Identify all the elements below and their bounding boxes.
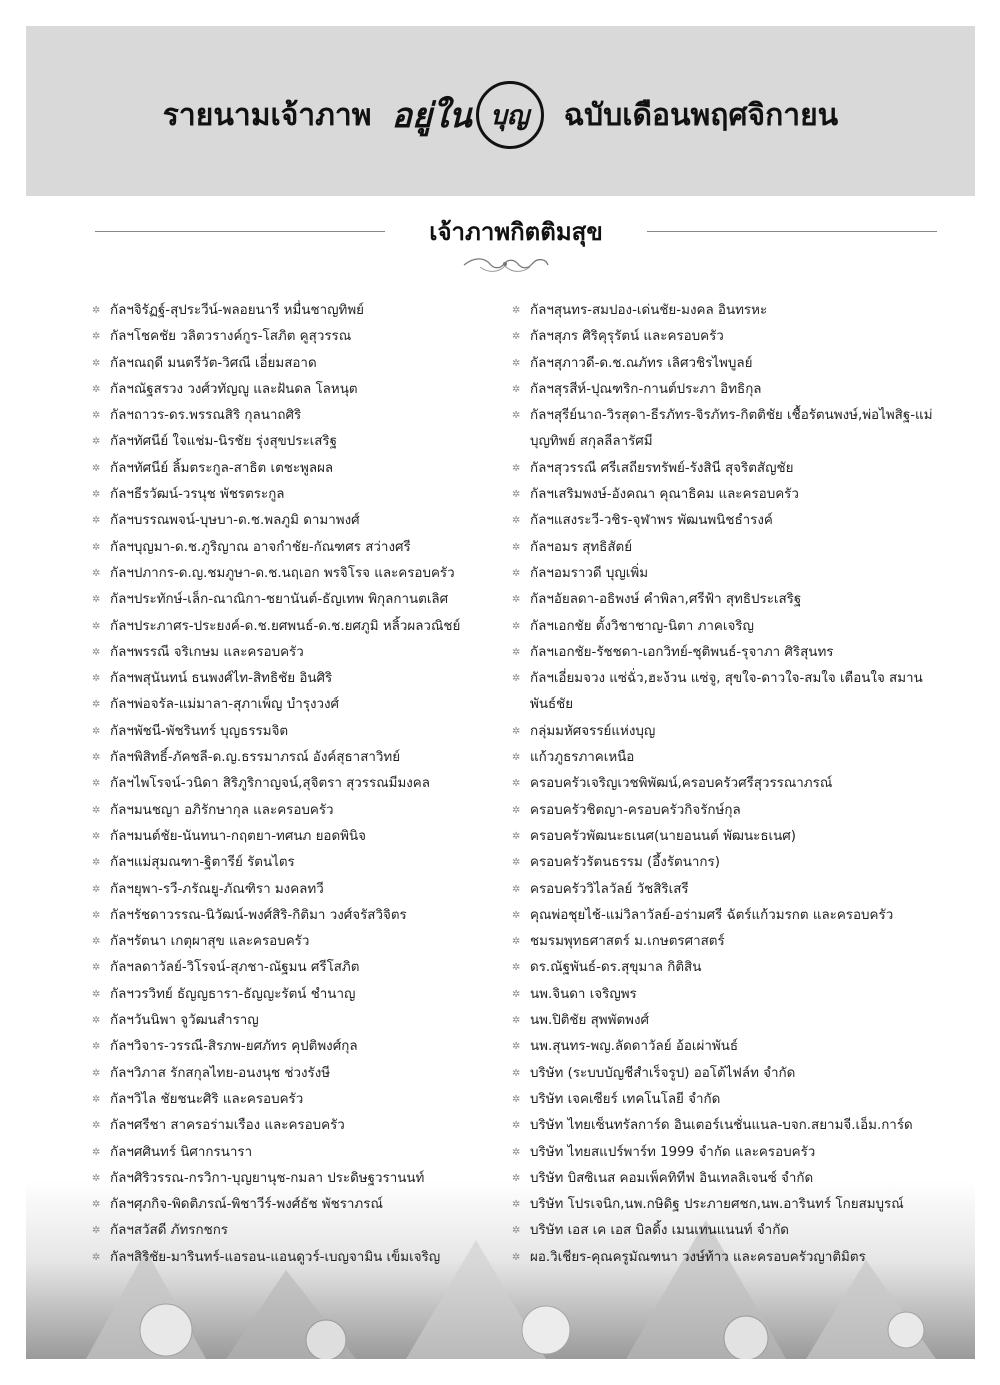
bullet-icon: ✲ [92, 909, 101, 921]
donor-entry [92, 666, 532, 692]
donor-entry [92, 1166, 532, 1192]
bullet-icon: ✲ [92, 436, 101, 448]
bullet-icon: ✲ [92, 804, 101, 816]
donor-entry [512, 745, 942, 771]
flourish-ornament-icon [460, 253, 550, 275]
bullet-icon: ✲ [512, 804, 521, 816]
donor-name: กัลฯแม่สุมณฑา-ฐิตารีย์ รัตนไตร [110, 855, 295, 871]
bullet-icon: ✲ [92, 305, 101, 316]
bullet-icon: ✲ [512, 515, 521, 527]
donor-entry [92, 877, 532, 903]
bullet-icon: ✲ [512, 489, 521, 501]
donor-entry [512, 351, 942, 377]
divider-right [647, 231, 937, 232]
donor-name: นพ.สุนทร-พญ.ลัดดาวัลย์ อ้อเผ่าพันธ์ [530, 1039, 739, 1055]
donor-name: ผอ.วิเชียร-คุณครูมัณฑนา วงษ์ท้าว และครอบครัวญาติมิตร [530, 1249, 866, 1265]
donor-name: กัลฯพัชนี-พัชรินทร์ บุญธรรมจิต [110, 723, 289, 739]
donor-entry [512, 1061, 942, 1087]
bullet-icon: ✲ [92, 1067, 101, 1079]
bullet-icon: ✲ [92, 462, 101, 474]
donor-name: กัลฯรัชดาวรรณ-นิวัฒน์-พงศ์สิริ-กิติมา วงศ์จรัสวิจิตร [110, 907, 407, 923]
bullet-icon: ✲ [92, 541, 101, 553]
donor-entry [92, 1192, 532, 1218]
donor-entry [512, 561, 942, 587]
donor-entry [92, 850, 532, 876]
bullet-icon: ✲ [512, 1199, 521, 1211]
bullet-icon: ✲ [92, 383, 101, 395]
bullet-icon: ✲ [512, 331, 521, 343]
donor-entry [92, 456, 532, 482]
donor-name: กัลฯวิจาร-วรรณี-สิรภพ-ยศภัทร คุปติพงศ์กุล [110, 1039, 358, 1055]
donor-name: กัลฯสุนทร-สมปอง-เด่นชัย-มงคล อินทรหะ [530, 303, 768, 318]
logo-circle [476, 81, 544, 149]
donor-name: กัลฯรัตนา เกตุผาสุข และครอบครัว [110, 934, 310, 950]
bullet-icon: ✲ [92, 489, 101, 501]
donor-name: กัลฯสุรสีห์-ปุณฑริก-กานต์ประภา อิทธิกุล [530, 381, 762, 397]
bullet-icon: ✲ [512, 936, 521, 948]
donor-name: ครอบครัวพัฒนะธเนศ(นายอนนต์ พัฒนะธเนศ) [530, 828, 796, 844]
bullet-icon: ✲ [92, 567, 101, 579]
donor-name: นพ.ปิติชัย สุพพัตพงศ์ [530, 1013, 650, 1029]
donor-name: กัลฯเสริมพงษ์-อังคณา คุณาธิคม และครอบครัว [530, 487, 799, 503]
header-band [26, 26, 975, 196]
donor-entry [512, 1245, 942, 1271]
donor-name: กัลฯพรรณี จริเกษม และครอบครัว [110, 644, 304, 660]
donor-name: กัลฯพ่อจรัล-แม่มาลา-สุภาเพ็ญ บำรุงวงศ์ [110, 697, 340, 713]
donor-entry [92, 298, 532, 324]
donor-name: กัลฯแสงระวี-วชิร-จุฬาพร พัฒนพนิชธำรงค์ [530, 513, 773, 529]
donor-entry [92, 403, 532, 429]
header-title-row [26, 80, 975, 150]
bullet-icon: ✲ [512, 1172, 521, 1184]
divider-left [95, 231, 385, 232]
donor-entry [92, 745, 532, 771]
donor-entry [512, 771, 942, 797]
donor-name: กัลฯณัฐสรวง วงศ์วทัญญู และฝันดล โลหนุต [110, 381, 358, 397]
bullet-icon: ✲ [512, 462, 521, 474]
bullet-icon: ✲ [92, 883, 101, 895]
bullet-icon: ✲ [512, 857, 521, 869]
donor-entry [92, 771, 532, 797]
section-title: เจ้าภาพกิตติมสุข [429, 217, 603, 246]
donor-entry [92, 929, 532, 955]
bullet-icon: ✲ [512, 1146, 521, 1158]
donor-name: บริษัท เจคเซียร์ เทคโนโลยี จำกัด [530, 1091, 721, 1107]
bullet-icon: ✲ [512, 673, 521, 685]
bullet-icon: ✲ [512, 594, 521, 606]
bullet-icon: ✲ [92, 830, 101, 842]
donor-entry [512, 929, 942, 955]
bullet-icon: ✲ [512, 1120, 521, 1132]
donor-entry [92, 692, 532, 718]
header-left-text: รายนามเจ้าภาพ [162, 97, 372, 133]
donor-name: บริษัท ไทยเซ็นทรัลการ์ด อินเตอร์เนชั่นแนล-บจก.สยามจี.เอ็ม.การ์ด [530, 1118, 913, 1134]
donor-name: นพ.จินดา เจริญพร [530, 986, 637, 1002]
donor-name: บริษัท (ระบบบัญชีสำเร็จรูป) ออโต้ไฟล์ท จำกัด [530, 1065, 796, 1081]
donor-name: กัลฯสุวรรณี ศรีเสถียรทรัพย์-รังสินี สุจริตสัญชัย [530, 460, 794, 476]
donor-entry [92, 1245, 532, 1271]
bullet-icon: ✲ [512, 1041, 521, 1053]
donor-name: กัลฯสุรีย์นาถ-วิรสุดา-ธีรภัทร-จิรภัทร-กิตติชัย เชื้อรัตนพงษ์,พ่อไพสิฐ-แม่บุญทิพย์ สกุลลีลารัศมี [530, 408, 933, 450]
bullet-icon: ✲ [512, 1067, 521, 1079]
donor-name: กัลฯทัศนีย์ ลิ้มตระกูล-สาธิต เตชะพูลผล [110, 460, 334, 476]
donor-entry [512, 482, 942, 508]
donor-entry [92, 640, 532, 666]
donor-entry [512, 824, 942, 850]
bullet-icon: ✲ [92, 752, 101, 764]
donor-entry [512, 1218, 942, 1244]
donor-entry [512, 587, 942, 613]
donor-name: กัลฯศุภกิจ-พิดติภรณ์-พิชาวีร์-พงศ์ธัช พัชราภรณ์ [110, 1197, 383, 1213]
donor-entry [512, 903, 942, 929]
bullet-icon: ✲ [512, 410, 521, 422]
donor-entry [512, 1034, 942, 1060]
donor-entry [512, 403, 942, 456]
bullet-icon: ✲ [92, 1251, 101, 1263]
bullet-icon: ✲ [92, 646, 101, 658]
donor-entry [512, 877, 942, 903]
bullet-icon: ✲ [92, 962, 101, 974]
donor-entry [512, 377, 942, 403]
donor-name: แก้วภูธรภาคเหนือ [530, 750, 635, 766]
bullet-icon: ✲ [512, 567, 521, 579]
bullet-icon: ✲ [92, 725, 101, 737]
logo-circle-text: บุญ [490, 100, 530, 131]
donor-name: ชมรมพุทธศาสตร์ ม.เกษตรศาสตร์ [530, 934, 725, 950]
bullet-icon: ✲ [92, 331, 101, 343]
bullet-icon: ✲ [512, 646, 521, 658]
bullet-icon: ✲ [92, 410, 101, 422]
donor-name: บริษัท ไทยสแปร์พาร์ท 1999 จำกัด และครอบครัว [530, 1144, 816, 1160]
donor-name: กัลฯศิริวรรณ-กรวิกา-บุญยานุช-กมลา ประดิษฐวรานนท์ [110, 1170, 425, 1186]
donor-name: กัลฯอัยลดา-อธิพงษ์ คำพิลา,ศรีฟ้า สุทธิประเสริฐ [530, 592, 802, 608]
donor-entry [92, 377, 532, 403]
bullet-icon: ✲ [92, 936, 101, 948]
donor-entry [92, 719, 532, 745]
bullet-icon: ✲ [512, 305, 521, 316]
donor-entry [92, 1008, 532, 1034]
donor-entry [512, 1087, 942, 1113]
left-column [92, 298, 532, 1271]
bullet-icon: ✲ [92, 988, 101, 1000]
bullet-icon: ✲ [92, 673, 101, 685]
donor-name: กัลฯมนชญา อภิรักษากุล และครอบครัว [110, 802, 334, 818]
donor-entry [92, 429, 532, 455]
bullet-icon: ✲ [92, 778, 101, 790]
donor-name: กัลฯยุพา-รวี-ภรัณยู-ภัณฑิรา มงคลทวี [110, 881, 324, 897]
bullet-icon: ✲ [512, 357, 521, 369]
bullet-icon: ✲ [512, 962, 521, 974]
donor-entry [512, 982, 942, 1008]
donor-name: กัลฯบุญมา-ด.ช.ภูริญาณ อาจกำชัย-กัณฑศร สว่างศรี [110, 539, 411, 555]
donor-name: กัลฯปภากร-ด.ญ.ชมภูษา-ด.ช.นฤเอก พรจิโรจ และครอบครัว [110, 565, 455, 581]
magazine-logo [392, 81, 544, 149]
donor-name: บริษัท บิสซิเนส คอมเพ็คทิทีฟ อินเทลลิเจนซ์ จำกัด [530, 1170, 814, 1186]
donor-entry [92, 482, 532, 508]
donor-entry [92, 1140, 532, 1166]
donor-name: กัลฯไพโรจน์-วนิดา สิริภูริกาญจน์,สุจิตรา สุวรรณมีมงคล [110, 776, 430, 792]
donor-name: กัลฯโชคชัย วลิตวรางค์กูร-โสภิต คูสุวรรณ [110, 329, 352, 345]
donor-name: กัลฯถาวร-ดร.พรรณสิริ กุลนาถศิริ [110, 408, 302, 424]
donor-entry [512, 850, 942, 876]
donor-name: ครอบครัววิไลวัลย์ วัชสิริเสรี [530, 881, 689, 897]
bullet-icon: ✲ [92, 515, 101, 527]
bullet-icon: ✲ [512, 778, 521, 790]
donor-name: กัลฯณฤดี มนตรีวัต-วิศณี เอี่ยมสอาด [110, 355, 317, 371]
donor-name: กัลฯประทักษ์-เล็ก-ณาณิกา-ชยานันต์-ธัญเทพ พิกุลกานตเลิศ [110, 592, 449, 608]
donor-entry [512, 1008, 942, 1034]
bullet-icon: ✲ [512, 883, 521, 895]
donor-name: กัลฯพิสิทธิ์-ภัคชลี-ด.ญ.ธรรมาภรณ์ อังค์สุธาสาวิทย์ [110, 750, 401, 766]
bullet-icon: ✲ [512, 752, 521, 764]
bullet-icon: ✲ [512, 725, 521, 737]
donor-entry [512, 456, 942, 482]
right-column [512, 298, 942, 1271]
donor-name: กัลฯพสุนันทน์ ธนพงศ์ไท-สิทธิชัย อินศิริ [110, 671, 333, 687]
bullet-icon: ✲ [512, 1093, 521, 1105]
donor-name: กัลฯเอี่ยมจวง แซ่ฉั่ว,ฮะง้วน แซ่จู, สุขใจ-ดาวใจ-สมใจ เตือนใจ สมานพันธ์ชัย [530, 671, 923, 713]
bullet-icon: ✲ [512, 830, 521, 842]
bullet-icon: ✲ [92, 620, 101, 632]
bullet-icon: ✲ [512, 988, 521, 1000]
donor-name: กัลฯมนต์ชัย-นันทนา-กฤตยา-ทศนภ ยอดพินิจ [110, 828, 366, 844]
donor-name: กัลฯวันนิพา จูวัฒนสำราญ [110, 1013, 259, 1029]
donor-name: กัลฯลดาวัลย์-วิโรจน์-สุภชา-ณัฐมน ศรีโสภิต [110, 960, 360, 976]
donor-entry [92, 351, 532, 377]
donor-name: ครอบครัวรัตนธรรม (อึ้งรัตนากร) [530, 855, 720, 871]
donor-name: กัลฯธีรวัฒน์-วรนุช พัชรตระกูล [110, 487, 285, 503]
donor-name: คุณพ่อชุยไช้-แม่วิลาวัลย์-อร่ามศรี ฉัตร์แก้วมรกต และครอบครัว [530, 907, 894, 923]
header-right-text: ฉบับเดือนพฤศจิกายน [563, 97, 839, 133]
donor-name: กัลฯสุภร ศิริคุรุรัตน์ และครอบครัว [530, 329, 724, 345]
logo-word: อยู่ใน [391, 96, 472, 136]
donor-entry [512, 1192, 942, 1218]
bullet-icon: ✲ [512, 383, 521, 395]
donor-name: ครอบครัวชิตญา-ครอบครัวกิจรักษ์กุล [530, 802, 741, 818]
section-heading [95, 210, 937, 252]
donor-name: กัลฯวิภาส รักสกุลไทย-อนงนุช ช่วงรังษี [110, 1065, 331, 1081]
donor-entry [92, 982, 532, 1008]
donor-entry [512, 719, 942, 745]
donor-name: กัลฯทัศนีย์ ใจแช่ม-นิรชัย รุ่งสุขประเสริฐ [110, 434, 337, 450]
donor-entry [512, 614, 942, 640]
bullet-icon: ✲ [92, 699, 101, 711]
donor-name: กลุ่มมหัศจรรย์แห่งบุญ [530, 723, 656, 739]
donor-entry [512, 640, 942, 666]
donor-name: กัลฯเอกชัย ตั้งวิชาชาญ-นิตา ภาคเจริญ [530, 618, 754, 634]
donor-entry [92, 903, 532, 929]
bullet-icon: ✲ [92, 857, 101, 869]
bullet-icon: ✲ [512, 909, 521, 921]
bullet-icon: ✲ [512, 1251, 521, 1263]
donor-entry [512, 798, 942, 824]
bullet-icon: ✲ [92, 1041, 101, 1053]
donor-name: กัลฯจิรัฏฐ์-สุประวีน์-พลอยนารี หมื่นชาญทิพย์ [110, 303, 365, 318]
donor-entry [92, 614, 532, 640]
donor-entry [512, 324, 942, 350]
donor-entry [512, 535, 942, 561]
donor-entry [92, 1061, 532, 1087]
bullet-icon: ✲ [92, 1146, 101, 1158]
donor-name: กัลฯบรรณพจน์-บุษบา-ด.ช.พลภูมิ ดามาพงศ์ [110, 513, 360, 529]
donor-name: บริษัท โปรเจนิก,นพ.กษิดิฐ ประภายศชก,นพ.อารินทร์ โกยสมบูรณ์ [530, 1197, 904, 1213]
donor-name: กัลฯประภาศร-ประยงค์-ด.ช.ยศพนธ์-ด.ช.ยศภูมิ หลิ้วผลวณิชย์ [110, 618, 461, 634]
donor-entry [92, 1113, 532, 1139]
donor-name: ดร.ณัฐพันธ์-ดร.สุขุมาล กิติสิน [530, 960, 702, 976]
donor-name: กัลฯสวัสดี ภัทรกชกร [110, 1223, 228, 1239]
bullet-icon: ✲ [92, 1093, 101, 1105]
donor-entry [92, 535, 532, 561]
bullet-icon: ✲ [92, 1199, 101, 1211]
donor-name: บริษัท เอส เค เอส บิลดิ้ง เมนเทนแนนท์ จำกัด [530, 1223, 789, 1239]
donor-entry [92, 561, 532, 587]
donor-name: ครอบครัวเจริญเวชพิพัฒน์,ครอบครัวศรีสุวรรณาภรณ์ [530, 776, 833, 792]
bullet-icon: ✲ [512, 620, 521, 632]
donor-name: กัลฯอมราวดี บุญเพิ่ม [530, 565, 649, 581]
donor-entry [512, 1113, 942, 1139]
donor-entry [512, 1140, 942, 1166]
donor-name: กัลฯสิริชัย-มารินทร์-แอรอน-แอนดูวร์-เบญจามิน เข็มเจริญ [110, 1249, 441, 1265]
bullet-icon: ✲ [92, 357, 101, 369]
donor-name: กัลฯอมร สุทธิสัตย์ [530, 539, 633, 555]
donor-name: กัลฯสุภาวดี-ด.ช.ณภัทร เลิศวชิรไพบูลย์ [530, 355, 753, 371]
donor-entry [512, 298, 942, 324]
donor-entry [92, 508, 532, 534]
donor-entry [92, 955, 532, 981]
bullet-icon: ✲ [92, 594, 101, 606]
bullet-icon: ✲ [512, 1015, 521, 1027]
donor-name: กัลฯเอกชัย-รัชชดา-เอกวิทย์-ชุติพนธ์-รุจาภา ศิริสุนทร [530, 644, 834, 660]
donor-entry [92, 587, 532, 613]
bullet-icon: ✲ [92, 1225, 101, 1237]
donor-entry [512, 508, 942, 534]
donor-entry [92, 798, 532, 824]
donor-entry [92, 1218, 532, 1244]
bullet-icon: ✲ [92, 1120, 101, 1132]
donor-entry [512, 1166, 942, 1192]
bullet-icon: ✲ [92, 1172, 101, 1184]
donor-entry [92, 824, 532, 850]
donor-entry [512, 666, 942, 719]
bullet-icon: ✲ [512, 1225, 521, 1237]
donor-entry [92, 1087, 532, 1113]
donor-name: กัลฯวิไล ชัยชนะศิริ และครอบครัว [110, 1091, 304, 1107]
donor-entry [512, 955, 942, 981]
donor-entry [92, 1034, 532, 1060]
donor-entry [92, 324, 532, 350]
bullet-icon: ✲ [512, 541, 521, 553]
bullet-icon: ✲ [92, 1015, 101, 1027]
donor-name: กัลฯศรีชา สาครอร่ามเรือง และครอบครัว [110, 1118, 345, 1134]
donor-name: กัลฯศศินทร์ นิศากรนารา [110, 1144, 253, 1160]
donor-name: กัลฯวรวิทย์ ธัญญธารา-ธัญญะรัตน์ ชำนาญ [110, 986, 356, 1002]
